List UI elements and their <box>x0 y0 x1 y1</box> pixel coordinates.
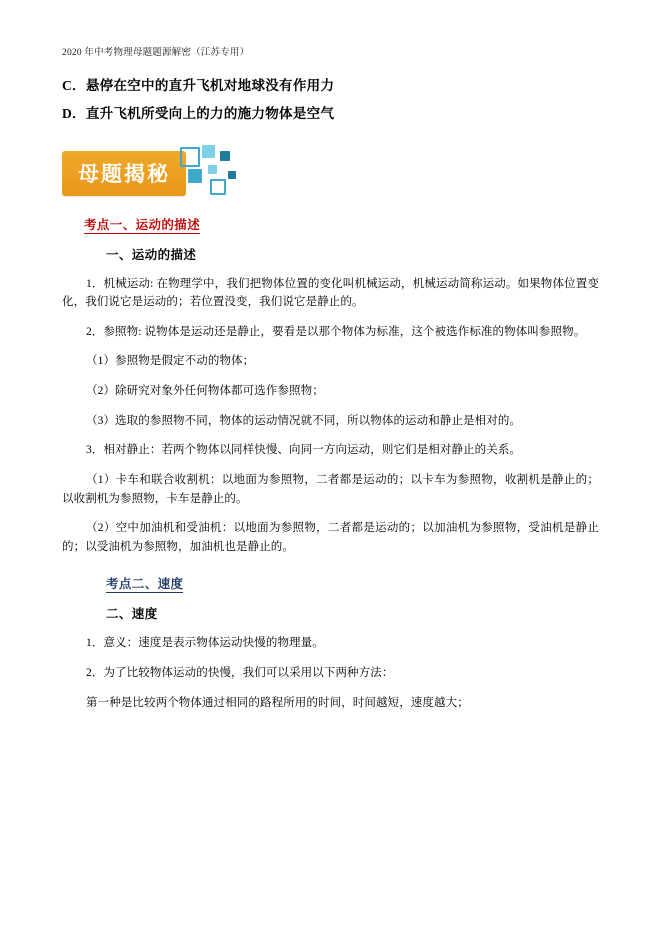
option-d-text: 直升飞机所受向上的力的施力物体是空气 <box>85 106 335 122</box>
option-d-label: D． <box>62 106 86 122</box>
section-heading-2: 考点二、速度 <box>106 577 184 592</box>
option-c-text: 悬停在空中的直升飞机对地球没有作用力 <box>85 78 335 93</box>
paragraph: 2．参照物: 说物体是运动还是静止，要看是以那个物体为标准，这个被选作标准的物体叫参照物。 <box>86 325 586 338</box>
paragraph: 1．意义：速度是表示物体运动快慢的物理量。 <box>86 637 324 650</box>
option-c <box>62 76 599 96</box>
page-header: 2020 年中考物理母题题源解密（江苏专用） <box>62 48 250 58</box>
subheading-1: 一、运动的描述 <box>106 247 197 262</box>
subheading-2: 二、速度 <box>106 607 158 622</box>
paragraph: 1．机械运动: 在物理学中，我们把物体位置的变化叫机械运动，机械运动简称运动。如果物体位置变化，我们说它是运动的；若位置没变，我们说它是静止的。 <box>62 277 599 309</box>
paragraph: 3．相对静止：若两个物体以同样快慢、向同一方向运动，则它们是相对静止的关系。 <box>86 444 522 457</box>
section-heading-1: 考点一、运动的描述 <box>84 217 201 232</box>
paragraph: （2）除研究对象外任何物体都可选作参照物； <box>86 385 324 397</box>
paragraph: （1）卡车和联合收割机：以地面为参照物，二者都是运动的；以卡车为参照物，收割机是静止的；以收割机为参照物，卡车是静止的。 <box>62 473 599 505</box>
banner-title: 母题揭秘 <box>62 151 186 196</box>
section-banner <box>62 145 599 199</box>
square-cluster-icon <box>180 145 250 199</box>
paragraph: （3）选取的参照物不同，物体的运动情况就不同，所以物体的运动和静止是相对的。 <box>86 414 522 427</box>
option-c-label: C． <box>62 78 86 93</box>
paragraph: （1）参照物是假定不动的物体； <box>86 355 255 368</box>
paragraph: 第一种是比较两个物体通过相同的路程所用的时间，时间越短，速度越大； <box>86 696 469 709</box>
option-d <box>62 104 599 124</box>
paragraph: （2）空中加油机和受油机：以地面为参照物，二者都是运动的；以加油机为参照物，受油机是静止的；以受油机为参照物，加油机也是静止的。 <box>62 522 599 553</box>
paragraph: 2．为了比较物体运动的快慢，我们可以采用以下两种方法： <box>86 667 394 679</box>
